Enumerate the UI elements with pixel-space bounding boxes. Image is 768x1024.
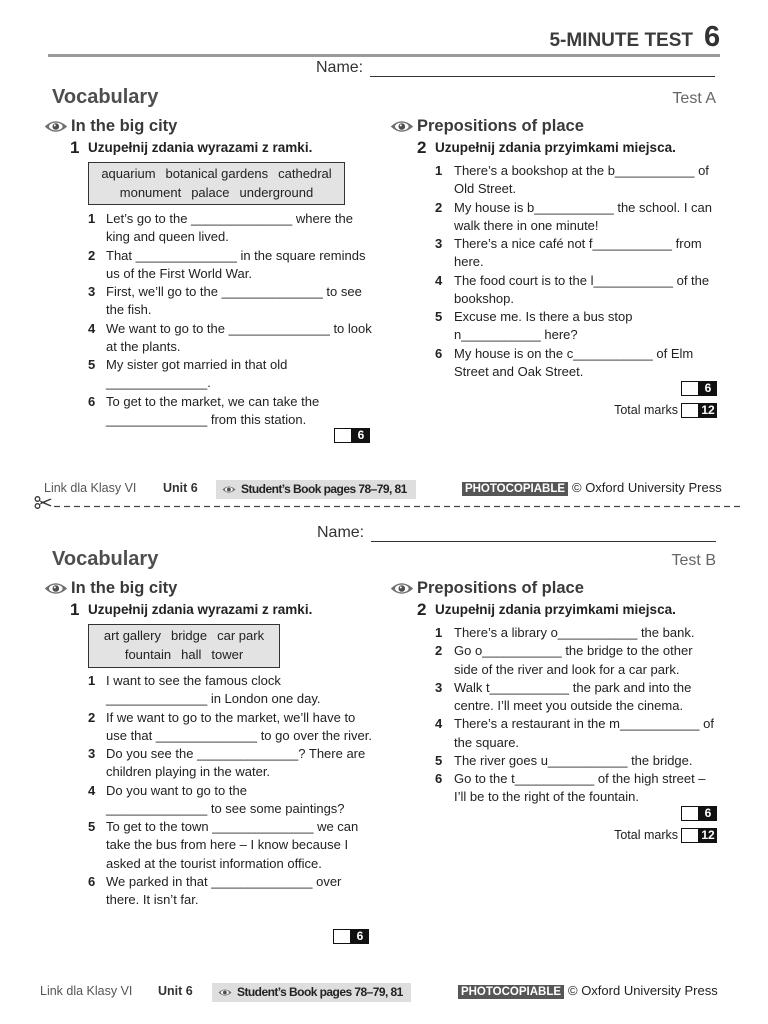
word-box-word: monument bbox=[119, 185, 182, 200]
score-write-box bbox=[681, 828, 699, 843]
test-series-title: 5-MINUTE TEST bbox=[549, 30, 693, 51]
exercise-1-number: 1 bbox=[70, 138, 80, 157]
footer-pages-text: Student’s Book pages 78–79, 81 bbox=[241, 482, 407, 496]
exercise-1-title: In the big city bbox=[71, 579, 178, 597]
exercise-1-item-6 bbox=[88, 873, 372, 910]
eye-icon bbox=[44, 581, 68, 596]
exercise-1-title: In the big city bbox=[71, 117, 178, 135]
eye-icon bbox=[222, 485, 236, 494]
eye-icon bbox=[390, 119, 414, 134]
photocopiable-badge: PHOTOCOPIABLE bbox=[458, 985, 564, 999]
item-text-line: There’s a library o___________ the bank. bbox=[454, 625, 695, 640]
item-number: 3 bbox=[435, 679, 443, 695]
footer-book-reference bbox=[216, 480, 416, 499]
exercise-2-items bbox=[435, 624, 714, 807]
item-number: 4 bbox=[435, 716, 443, 732]
item-text-line: We want to go to the ______________ to look bbox=[106, 320, 372, 336]
word-box-word: fountain bbox=[124, 647, 172, 662]
exercise-1-item-4 bbox=[88, 320, 372, 357]
item-number: 4 bbox=[435, 272, 443, 288]
item-text-line: My house is b___________ the school. I can bbox=[454, 199, 713, 215]
score-max-value: 6 bbox=[699, 806, 717, 821]
item-text-line: If we want to go to the market, we’ll have to bbox=[106, 709, 356, 725]
word-box-row bbox=[89, 164, 344, 183]
item-text-line: My house is on the c___________ of Elm bbox=[454, 345, 694, 361]
total-marks-label: Total marks bbox=[614, 828, 678, 842]
item-text-line: I want to see the famous clock bbox=[106, 673, 281, 688]
footer-course-name: Link dla Klasy VI bbox=[44, 481, 137, 495]
footer-course-name: Link dla Klasy VI bbox=[40, 984, 133, 998]
exercise-1-heading bbox=[44, 116, 177, 136]
exercise-2-number: 2 bbox=[417, 138, 427, 157]
word-box-row bbox=[89, 645, 279, 664]
word-box-word: underground bbox=[239, 185, 314, 200]
score-write-box bbox=[681, 806, 699, 821]
item-text-line: use that ______________ to go over the river. bbox=[106, 727, 372, 743]
exercise-1-item-6 bbox=[88, 393, 372, 430]
item-text-line: To get to the market, we can take the bbox=[106, 393, 320, 409]
item-text-line: There’s a bookshop at the b___________ of bbox=[454, 163, 709, 178]
item-text-line: king and queen lived. bbox=[106, 229, 229, 245]
name-label: Name: bbox=[316, 59, 364, 76]
item-text-line: My sister got married in that old bbox=[106, 357, 288, 372]
item-text-line: asked at the tourist information office. bbox=[106, 855, 322, 871]
item-text-line: The food court is to the l___________ of the bbox=[454, 272, 710, 288]
exercise-2-heading bbox=[390, 116, 584, 136]
item-text-line: children playing in the water. bbox=[106, 764, 271, 780]
footer-pages-text: Student’s Book pages 78–79, 81 bbox=[237, 985, 403, 999]
exercise-2-item-1 bbox=[435, 162, 712, 199]
item-number: 3 bbox=[88, 284, 96, 299]
item-text-line: Go to the t___________ of the high street – bbox=[454, 771, 706, 786]
item-text-line: Do you see the ______________? There are bbox=[106, 746, 366, 761]
score-max-value: 12 bbox=[699, 403, 717, 418]
exercise-1-items bbox=[88, 672, 372, 909]
score-write-box bbox=[334, 428, 352, 443]
item-number: 2 bbox=[88, 247, 96, 263]
item-text-line: ______________ in London one day. bbox=[106, 691, 321, 707]
word-box bbox=[88, 162, 345, 205]
exercise-2-item-3 bbox=[435, 235, 712, 272]
item-number: 5 bbox=[435, 309, 443, 324]
item-text-line: us of the First World War. bbox=[106, 265, 252, 281]
exercise-2-score bbox=[681, 806, 717, 821]
cut-line bbox=[40, 505, 740, 508]
item-text-line: The river goes u___________ the bridge. bbox=[454, 752, 693, 768]
exercise-2-title: Prepositions of place bbox=[417, 117, 584, 135]
item-text-line: That ______________ in the square reminds bbox=[106, 247, 366, 263]
total-marks-score bbox=[681, 828, 717, 843]
item-number: 6 bbox=[435, 345, 443, 361]
word-box-word: hall bbox=[181, 647, 202, 662]
exercise-2-item-2 bbox=[435, 642, 714, 679]
total-marks-label: Total marks bbox=[614, 403, 678, 417]
test-a-sheet bbox=[0, 56, 768, 502]
exercise-2-instruction: Uzupełnij zdania przyimkami miejsca. bbox=[435, 602, 676, 617]
exercise-2-item-5 bbox=[435, 752, 714, 770]
exercise-1-score bbox=[333, 929, 369, 944]
exercise-1-items bbox=[88, 210, 372, 429]
item-text-line: walk there in one minute! bbox=[454, 217, 599, 233]
exercise-1-item-1 bbox=[88, 672, 372, 709]
section-title: Vocabulary bbox=[52, 86, 159, 108]
word-box-row bbox=[89, 183, 344, 202]
exercise-2-number: 2 bbox=[417, 600, 427, 619]
item-text-line: There’s a nice café not f___________ from bbox=[454, 236, 702, 251]
item-text-line: n___________ here? bbox=[454, 327, 578, 343]
item-text-line: here. bbox=[454, 254, 484, 270]
item-text-line: To get to the town ______________ we can bbox=[106, 819, 359, 834]
photocopiable-badge: PHOTOCOPIABLE bbox=[462, 482, 568, 496]
item-number: 5 bbox=[435, 752, 443, 768]
eye-icon bbox=[44, 119, 68, 134]
item-number: 4 bbox=[88, 782, 96, 798]
total-marks-score bbox=[681, 403, 717, 418]
test-version-label: Test B bbox=[671, 552, 716, 569]
exercise-1-instruction: Uzupełnij zdania wyrazami z ramki. bbox=[88, 140, 313, 155]
copyright-notice: © Oxford University Press bbox=[572, 480, 722, 495]
item-text-line: Excuse me. Is there a bus stop bbox=[454, 309, 633, 324]
footer-book-reference bbox=[212, 983, 411, 1002]
score-write-box bbox=[333, 929, 351, 944]
name-line bbox=[371, 541, 716, 542]
item-number: 6 bbox=[88, 393, 96, 409]
name-label: Name: bbox=[317, 524, 365, 541]
exercise-1-item-4 bbox=[88, 782, 372, 819]
exercise-2-item-1 bbox=[435, 624, 714, 642]
item-number: 3 bbox=[88, 746, 96, 761]
test-number: 6 bbox=[704, 21, 721, 53]
score-write-box bbox=[681, 381, 699, 396]
item-number: 5 bbox=[88, 357, 96, 372]
exercise-2-item-2 bbox=[435, 199, 712, 236]
copyright-notice: © Oxford University Press bbox=[568, 983, 718, 998]
item-number: 4 bbox=[88, 320, 96, 336]
word-box-word: cathedral bbox=[278, 166, 332, 181]
exercise-1-number: 1 bbox=[70, 600, 80, 619]
footer-unit: Unit 6 bbox=[163, 481, 198, 495]
word-box bbox=[88, 624, 280, 668]
exercise-2-title: Prepositions of place bbox=[417, 579, 584, 597]
exercise-2-item-4 bbox=[435, 272, 712, 309]
item-text-line: ______________. bbox=[106, 375, 211, 391]
word-box-word: bridge bbox=[170, 628, 208, 643]
exercise-2-heading bbox=[390, 578, 584, 598]
exercise-1-item-5 bbox=[88, 356, 372, 393]
exercise-1-item-3 bbox=[88, 745, 372, 782]
item-text-line: the fish. bbox=[106, 302, 152, 318]
word-box-word: botanical gardens bbox=[165, 166, 269, 181]
exercise-2-item-6 bbox=[435, 345, 712, 382]
item-text-line: Street and Oak Street. bbox=[454, 363, 584, 379]
eye-icon bbox=[390, 581, 414, 596]
item-text-line: First, we’ll go to the ______________ to see bbox=[106, 284, 362, 299]
item-number: 1 bbox=[88, 673, 96, 688]
test-b-sheet bbox=[0, 512, 768, 1024]
exercise-2-items bbox=[435, 162, 712, 381]
word-box-word: palace bbox=[191, 185, 230, 200]
item-text-line: Walk t___________ the park and into the bbox=[454, 679, 692, 695]
exercise-2-item-3 bbox=[435, 679, 714, 716]
name-line bbox=[370, 76, 715, 77]
exercise-1-item-1 bbox=[88, 210, 372, 247]
word-box-word: art gallery bbox=[103, 628, 161, 643]
score-max-value: 6 bbox=[699, 381, 717, 396]
item-text-line: Let’s go to the ______________ where the bbox=[106, 211, 353, 226]
item-text-line: I’ll be to the right of the fountain. bbox=[454, 789, 640, 805]
exercise-1-item-5 bbox=[88, 818, 372, 873]
item-text-line: at the plants. bbox=[106, 338, 181, 354]
eye-icon bbox=[218, 988, 232, 997]
footer-unit: Unit 6 bbox=[158, 984, 193, 998]
exercise-1-heading bbox=[44, 578, 177, 598]
item-number: 2 bbox=[435, 199, 443, 215]
item-number: 5 bbox=[88, 819, 96, 834]
test-version-label: Test A bbox=[672, 90, 716, 107]
item-text-line: take the bus from here – I know because I bbox=[106, 837, 349, 853]
exercise-2-score bbox=[681, 381, 717, 396]
item-text-line: ______________ from this station. bbox=[106, 411, 307, 427]
exercise-1-item-3 bbox=[88, 283, 372, 320]
exercise-1-item-2 bbox=[88, 709, 372, 746]
item-text-line: There’s a restaurant in the m___________ of bbox=[454, 716, 714, 732]
exercise-2-item-5 bbox=[435, 308, 712, 345]
word-box-word: tower bbox=[211, 647, 244, 662]
score-max-value: 12 bbox=[699, 828, 717, 843]
item-text-line: bookshop. bbox=[454, 290, 514, 306]
item-number: 1 bbox=[88, 211, 96, 226]
exercise-2-item-4 bbox=[435, 715, 714, 752]
item-text-line: Do you want to go to the bbox=[106, 782, 247, 798]
item-text-line: ______________ to see some paintings? bbox=[106, 800, 345, 816]
exercise-1-item-2 bbox=[88, 247, 372, 284]
score-write-box bbox=[681, 403, 699, 418]
item-text-line: Go o___________ the bridge to the other bbox=[454, 643, 693, 659]
item-text-line: Old Street. bbox=[454, 181, 517, 197]
item-number: 3 bbox=[435, 236, 443, 251]
item-text-line: We parked in that ______________ over bbox=[106, 873, 342, 889]
item-number: 1 bbox=[435, 163, 443, 178]
word-box-word: car park bbox=[217, 628, 265, 643]
item-text-line: there. It isn’t far. bbox=[106, 892, 199, 907]
exercise-1-instruction: Uzupełnij zdania wyrazami z ramki. bbox=[88, 602, 313, 617]
item-number: 2 bbox=[435, 643, 443, 659]
section-title: Vocabulary bbox=[52, 548, 159, 570]
item-number: 1 bbox=[435, 625, 443, 640]
item-number: 2 bbox=[88, 709, 96, 725]
item-number: 6 bbox=[88, 873, 96, 889]
exercise-2-item-6 bbox=[435, 770, 714, 807]
score-max-value: 6 bbox=[352, 428, 370, 443]
word-box-word: aquarium bbox=[101, 166, 156, 181]
item-text-line: the square. bbox=[454, 734, 520, 750]
exercise-2-instruction: Uzupełnij zdania przyimkami miejsca. bbox=[435, 140, 676, 155]
exercise-1-score bbox=[334, 428, 370, 443]
word-box-row bbox=[89, 626, 279, 645]
item-text-line: centre. I’ll meet you outside the cinema. bbox=[454, 698, 684, 713]
item-number: 6 bbox=[435, 771, 443, 786]
item-text-line: side of the river and look for a car park. bbox=[454, 661, 680, 677]
score-max-value: 6 bbox=[351, 929, 369, 944]
